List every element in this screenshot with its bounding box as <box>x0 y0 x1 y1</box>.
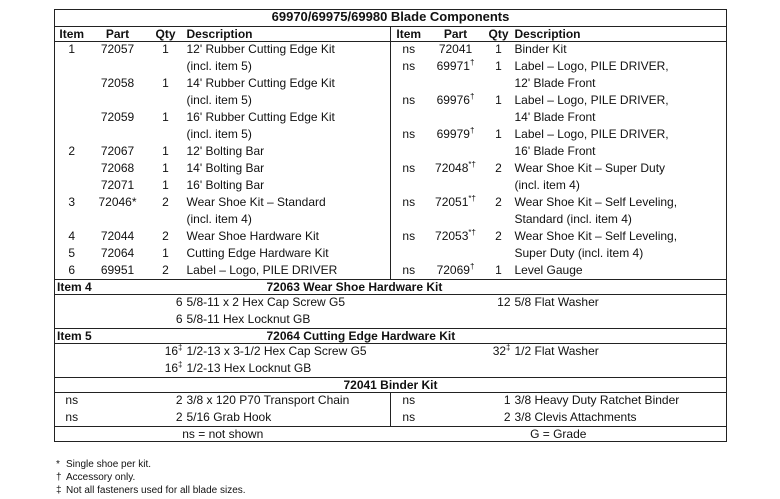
description-cell: 14' Blade Front <box>513 110 727 127</box>
spacer <box>427 393 485 410</box>
part-cell: 72044 <box>100 228 135 243</box>
description-cell: 5/8-11 Hex Locknut GB <box>186 311 311 326</box>
qty-cell: 1 <box>495 42 502 56</box>
footnote-mark: † <box>469 125 475 135</box>
description-cell: Wear Shoe Kit – Self Leveling, <box>513 195 727 212</box>
header-item: Item <box>391 27 427 42</box>
description-cell: 3/8 Clevis Attachments <box>513 410 727 427</box>
description-cell: 12' Bolting Bar <box>185 144 391 161</box>
spacer <box>391 295 427 312</box>
item-cell <box>391 178 427 195</box>
qty-cell: 2 <box>495 160 502 175</box>
parts-row <box>55 144 727 161</box>
part-cell <box>89 127 147 144</box>
part-cell <box>427 212 485 229</box>
spacer <box>55 344 89 361</box>
blade-components-table <box>54 9 727 442</box>
part-cell: 69951 <box>100 262 135 277</box>
spacer <box>89 344 147 361</box>
part-cell: 72059 <box>100 109 135 124</box>
description-cell: 14' Bolting Bar <box>185 161 391 178</box>
item-cell <box>55 127 89 144</box>
spacer <box>391 344 427 361</box>
footnote-mark: *† <box>468 159 476 169</box>
description-cell: 3/8 x 120 P70 Transport Chain <box>185 393 391 410</box>
description-cell: Wear Shoe Kit – Super Duty <box>513 161 727 178</box>
qty-cell <box>485 144 513 161</box>
qty-cell <box>485 110 513 127</box>
part-cell <box>427 246 485 263</box>
spacer <box>427 312 485 329</box>
qty-cell: 2 <box>175 409 183 424</box>
part-cell: 72058 <box>100 75 135 90</box>
qty-cell: 1 <box>495 262 502 277</box>
item-cell: ns <box>55 410 89 427</box>
part-cell: 72051*† <box>435 193 476 209</box>
description-cell: Label – Logo, PILE DRIVER, <box>513 93 727 110</box>
item-cell: ns <box>402 160 416 175</box>
spacer <box>89 410 147 427</box>
part-cell: 72053*† <box>435 227 476 243</box>
item-cell: ns <box>402 393 416 407</box>
qty-cell: 1 <box>495 58 502 73</box>
footnote <box>56 471 246 484</box>
description-cell: Wear Shoe Hardware Kit <box>185 229 391 246</box>
description-cell: Label – Logo, PILE DRIVER <box>185 263 391 280</box>
section5-row <box>55 344 727 361</box>
qty-cell: 1 <box>162 245 169 260</box>
qty-cell <box>147 212 185 229</box>
section4-row <box>55 312 727 329</box>
item-cell: 5 <box>55 246 89 263</box>
binder-row <box>55 410 727 427</box>
footnote-text: Not all fasteners used for all blade sizes. <box>66 485 246 496</box>
footnote <box>56 484 246 497</box>
qty-cell <box>485 246 513 263</box>
part-cell: 72067 <box>100 143 135 158</box>
qty-cell: 2 <box>175 393 183 407</box>
parts-row <box>55 246 727 263</box>
binder-row <box>55 393 727 410</box>
part-cell: 72064 <box>100 245 135 260</box>
part-cell: 72048*† <box>435 159 476 175</box>
spacer <box>55 312 89 329</box>
footnote-mark: † <box>469 57 475 67</box>
header-part: Part <box>427 27 485 42</box>
item-cell <box>55 110 89 127</box>
item-cell <box>55 161 89 178</box>
description-cell: 1/2 Flat Washer <box>513 344 727 361</box>
header-part: Part <box>89 27 147 42</box>
description-cell: Super Duty (incl. item 4) <box>513 246 727 263</box>
description-cell: (incl. item 5) <box>185 59 391 76</box>
footnote-symbol: * <box>56 459 60 470</box>
item-cell <box>391 144 427 161</box>
footnote-symbol: † <box>56 472 62 483</box>
section4-title-row <box>55 280 727 295</box>
footnote-mark: † <box>469 91 475 101</box>
binder-title: 72041 Binder Kit <box>55 378 727 393</box>
footnote-mark: † <box>469 261 475 271</box>
part-cell: 72046* <box>98 194 137 209</box>
part-cell <box>427 76 485 93</box>
description-cell: 1/2-13 x 3-1/2 Hex Cap Screw G5 <box>186 344 367 358</box>
footnote-mark: ‡ <box>178 343 183 352</box>
item-cell: ns <box>402 42 416 56</box>
parts-row <box>55 110 727 127</box>
qty-cell <box>147 93 185 110</box>
qty-cell: 1 <box>495 92 502 107</box>
legend-grade: G = Grade <box>391 427 727 442</box>
footnote-mark: ‡ <box>506 343 511 352</box>
qty-cell: 2 <box>495 194 502 209</box>
parts-row <box>55 42 727 59</box>
item-cell: ns <box>55 393 89 410</box>
item-cell <box>391 246 427 263</box>
part-cell: 72041 <box>438 42 473 56</box>
item-cell <box>55 178 89 195</box>
qty-cell <box>485 212 513 229</box>
description-cell: Wear Shoe Kit – Self Leveling, <box>513 229 727 246</box>
part-cell <box>89 93 147 110</box>
section5-title: 72064 Cutting Edge Hardware Kit <box>147 329 727 344</box>
item-cell <box>55 59 89 76</box>
part-cell: 72068 <box>100 160 135 175</box>
qty-cell: 6 <box>175 311 183 326</box>
item-cell <box>55 212 89 229</box>
footnote-mark: *† <box>468 227 476 237</box>
item-cell: ns <box>402 58 416 73</box>
section4-item: Item 4 <box>55 280 147 295</box>
qty-cell: 1 <box>503 393 511 407</box>
parts-row <box>55 59 727 76</box>
part-cell: 72069† <box>436 261 475 277</box>
section5-row <box>55 361 727 378</box>
qty-cell: 1 <box>162 109 169 124</box>
footnote <box>56 458 246 471</box>
item-cell: ns <box>402 409 416 424</box>
qty-cell: 1 <box>162 177 169 192</box>
footnotes <box>56 458 246 497</box>
item-cell <box>391 110 427 127</box>
spacer <box>89 361 147 378</box>
qty-cell <box>485 178 513 195</box>
description-cell: Standard (incl. item 4) <box>513 212 727 229</box>
qty-cell: 6 <box>175 295 183 309</box>
description-cell: Label – Logo, PILE DRIVER, <box>513 59 727 76</box>
header-description: Description <box>513 27 727 42</box>
part-cell <box>427 110 485 127</box>
item-cell: ns <box>402 92 416 107</box>
part-cell <box>427 178 485 195</box>
spacer <box>391 312 427 329</box>
description-cell: (incl. item 5) <box>185 127 391 144</box>
qty-cell: 32‡ <box>492 343 511 358</box>
item-cell: 4 <box>55 229 89 246</box>
qty-cell: 1 <box>162 160 169 175</box>
description-cell: 16' Rubber Cutting Edge Kit <box>185 110 391 127</box>
description-cell: 1/2-13 Hex Locknut GB <box>186 360 312 375</box>
description-cell: (incl. item 4) <box>513 178 727 195</box>
footnote-text: Single shoe per kit. <box>66 459 152 470</box>
description-cell: 16' Bolting Bar <box>185 178 391 195</box>
spacer <box>55 295 89 312</box>
item-cell: ns <box>402 126 416 141</box>
description-cell: Wear Shoe Kit – Standard <box>185 195 391 212</box>
section5-item: Item 5 <box>55 329 147 344</box>
item-cell: ns <box>402 262 416 277</box>
footnote-mark: *† <box>468 193 476 203</box>
spacer <box>427 344 485 361</box>
header-row <box>55 27 727 42</box>
qty-cell: 1 <box>162 75 169 90</box>
header-qty: Qty <box>147 27 185 42</box>
spacer <box>55 361 89 378</box>
item-cell <box>391 212 427 229</box>
description-cell: Cutting Edge Hardware Kit <box>185 246 391 263</box>
footnote-mark: ‡ <box>178 359 183 369</box>
description-cell <box>513 361 727 378</box>
header-description: Description <box>185 27 391 42</box>
spacer <box>427 295 485 312</box>
description-cell: 5/8 Flat Washer <box>513 295 727 312</box>
description-cell: (incl. item 5) <box>185 93 391 110</box>
parts-row <box>55 263 727 280</box>
spacer <box>89 295 147 312</box>
description-cell <box>513 312 727 329</box>
qty-cell: 2 <box>162 262 169 277</box>
description-cell: 5/8-11 x 2 Hex Cap Screw G5 <box>186 295 346 309</box>
section4-title: 72063 Wear Shoe Hardware Kit <box>147 280 727 295</box>
part-cell: 69979† <box>436 125 475 141</box>
part-cell <box>89 59 147 76</box>
item-cell: ns <box>402 194 416 209</box>
description-cell: Level Gauge <box>513 263 727 280</box>
spacer <box>427 361 485 378</box>
item-cell: 3 <box>55 195 89 212</box>
qty-cell: 1 <box>495 126 502 141</box>
header-qty: Qty <box>485 27 513 42</box>
title-row <box>55 10 727 27</box>
item-cell: ns <box>402 228 416 243</box>
section4-row <box>55 295 727 312</box>
description-cell: 16' Blade Front <box>513 144 727 161</box>
parts-row <box>55 195 727 212</box>
parts-row <box>55 127 727 144</box>
parts-row <box>55 76 727 93</box>
description-cell: Binder Kit <box>513 42 727 59</box>
qty-cell: 1 <box>162 42 169 56</box>
item-cell <box>391 76 427 93</box>
description-cell: 14' Rubber Cutting Edge Kit <box>185 76 391 93</box>
qty-cell <box>485 76 513 93</box>
header-item: Item <box>55 27 89 42</box>
part-cell: 72071 <box>100 177 135 192</box>
qty-cell: 16‡ <box>164 343 183 358</box>
parts-row <box>55 229 727 246</box>
parts-row <box>55 212 727 229</box>
qty-cell <box>147 127 185 144</box>
part-cell: 72057 <box>100 42 135 56</box>
qty-cell: 2 <box>162 228 169 243</box>
description-cell: 3/8 Heavy Duty Ratchet Binder <box>513 393 727 410</box>
description-cell: 5/16 Grab Hook <box>185 410 391 427</box>
qty-cell: 1 <box>162 143 169 158</box>
table-title: 69970/69975/69980 Blade Components <box>55 10 727 27</box>
parts-row <box>55 161 727 178</box>
qty-cell <box>147 59 185 76</box>
description-cell: (incl. item 4) <box>185 212 391 229</box>
legend-not-shown: ns = not shown <box>55 427 391 442</box>
part-cell: 69971† <box>436 57 475 73</box>
spacer <box>427 410 485 427</box>
item-cell: 2 <box>55 144 89 161</box>
part-cell <box>89 212 147 229</box>
qty-cell: 16‡ <box>164 359 183 375</box>
footnote-text: Accessory only. <box>66 472 136 483</box>
item-cell <box>55 76 89 93</box>
spacer <box>89 393 147 410</box>
parts-row <box>55 178 727 195</box>
item-cell: 1 <box>55 42 89 59</box>
section5-title-row <box>55 329 727 344</box>
qty-cell: 2 <box>162 194 169 209</box>
legend-row <box>55 427 727 442</box>
qty-cell: 2 <box>503 409 511 424</box>
description-cell: Label – Logo, PILE DRIVER, <box>513 127 727 144</box>
qty-cell: 2 <box>495 228 502 243</box>
part-cell: 69976† <box>436 91 475 107</box>
spacer <box>89 312 147 329</box>
qty-cell <box>485 312 513 329</box>
item-cell <box>55 93 89 110</box>
parts-row <box>55 93 727 110</box>
part-cell <box>427 144 485 161</box>
binder-title-row <box>55 378 727 393</box>
item-cell: 6 <box>55 263 89 280</box>
qty-cell: 12 <box>497 295 511 309</box>
footnote-symbol: ‡ <box>56 485 62 496</box>
description-cell: 12' Blade Front <box>513 76 727 93</box>
qty-cell <box>485 361 513 378</box>
description-cell: 12' Rubber Cutting Edge Kit <box>185 42 391 59</box>
spacer <box>391 361 427 378</box>
